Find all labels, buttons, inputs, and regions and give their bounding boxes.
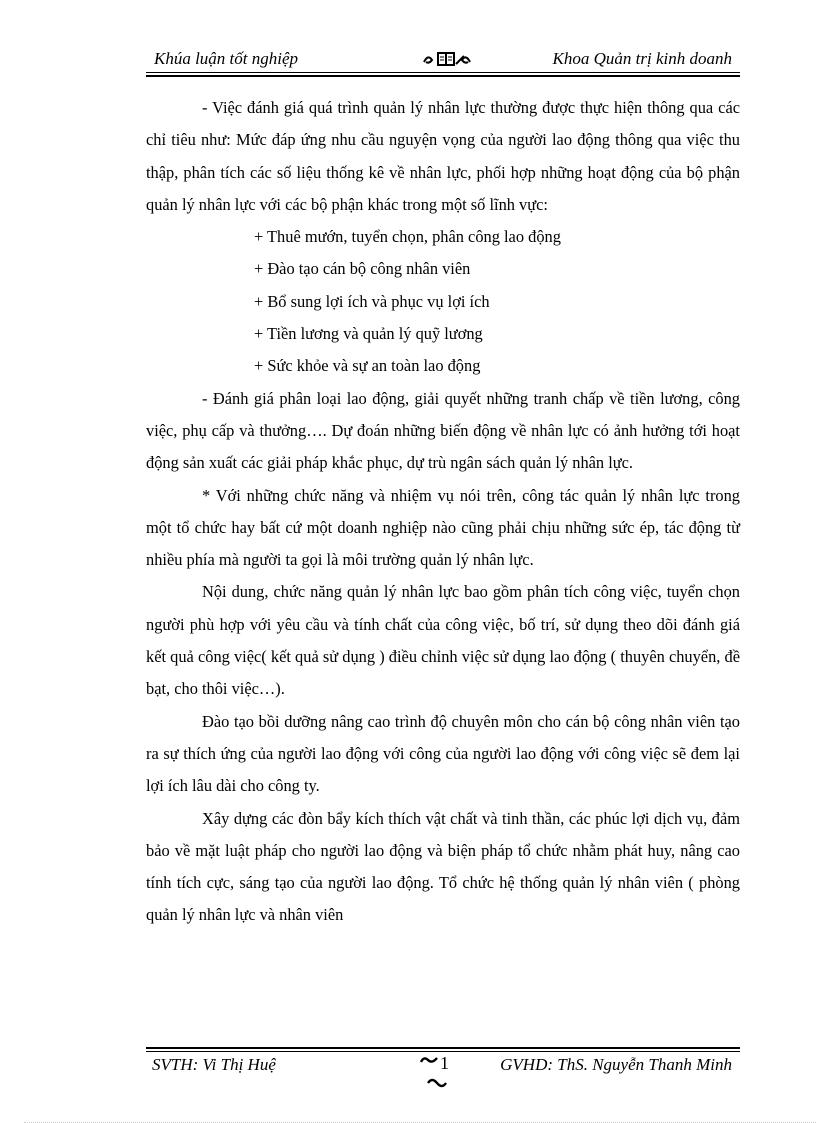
document-body: [146, 92, 740, 932]
book-ornament-icon: [422, 48, 472, 70]
footer-rule: [146, 1051, 740, 1052]
footer-rule-thick: [146, 1047, 740, 1049]
paragraph-1: - Việc đánh giá quá trình quản lý nhân lực thường được thực hiện thông qua các chỉ tiêu như: Mức đáp ứng nhu cầu nguyện vọng của người lao động thông qua việc thu thập, phân tích các số liệu thống kê về nhân lực, phối hợp những hoạt động của bộ phận quản lý nhân lực với các bộ phận khác trong một số lĩnh vực:: [146, 98, 740, 214]
page-number-value: 1: [440, 1053, 449, 1073]
page-number: [420, 1053, 449, 1074]
page-header: [146, 48, 740, 72]
list-item: + Đào tạo cán bộ công nhân viên: [254, 259, 471, 279]
page-footer: [146, 1053, 740, 1079]
list-item: + Sức khỏe và sự an toàn lao động: [254, 356, 481, 376]
footer-left-text: SVTH: Vi Thị Huệ: [152, 1055, 276, 1074]
scroll-ornament-icon: [426, 1077, 448, 1089]
list-item: + Bổ sung lợi ích và phục vụ lợi ích: [254, 291, 490, 311]
header-right-text: Khoa Quản trị kinh doanh: [552, 49, 732, 68]
footer-right-text: GVHD: ThS. Nguyễn Thanh Minh: [500, 1055, 732, 1074]
header-left-text: Khúa luận tốt nghiệp: [154, 49, 299, 68]
list-item: + Thuê mướn, tuyển chọn, phân công lao động: [254, 227, 561, 247]
paragraph-4: Nội dung, chức năng quản lý nhân lực bao gồm phân tích công việc, tuyển chọn người phù hợp với yêu cầu và tính chất của công việc, bố trí, sử dụng theo dõi đánh giá kết quả công việc( kết quả sử dụng ) điều chỉnh việc sử dụng lao động ( thuyên chuyển, đề bạt, cho thôi việc…).: [146, 582, 740, 699]
list-item: + Tiền lương và quản lý quỹ lương: [254, 324, 483, 344]
header-rule: [146, 72, 740, 73]
paragraph-5: Đào tạo bồi dưỡng nâng cao trình độ chuyên môn cho cán bộ công nhân viên tạo ra sự thích ứng của người lao động với công của người lao động với công việc sẽ đem lại lợi ích lâu dài cho công ty.: [146, 711, 740, 796]
paragraph-2: - Đánh giá phân loại lao động, giải quyết những tranh chấp về tiền lương, công việc, phụ cấp và thưởng…. Dự đoán những biến động về nhân lực có ảnh hưởng tới hoạt động sản xuất các giải pháp khắc phục, dự trù ngân sách quản lý nhân lực.: [146, 388, 740, 473]
header-rule-thick: [146, 75, 740, 77]
paragraph-3: * Với những chức năng và nhiệm vụ nói trên, công tác quản lý nhân lực trong một tổ chức hay bất cứ một doanh nghiệp nào cũng phải chịu những sức ép, tác động từ nhiều phía mà người ta gọi là môi trường quản lý nhân lực.: [146, 485, 740, 570]
paragraph-6: Xây dựng các đòn bẩy kích thích vật chất và tinh thần, các phúc lợi dịch vụ, đảm bảo về mặt luật pháp cho người lao động và biện pháp tổ chức nhằm phát huy, nâng cao tính tích cực, sáng tạo của người lao động. Tổ chức hệ thống quản lý nhân viên ( phòng quản lý nhân lực và nhân viên: [146, 808, 740, 925]
scroll-ornament-icon: [420, 1055, 438, 1067]
